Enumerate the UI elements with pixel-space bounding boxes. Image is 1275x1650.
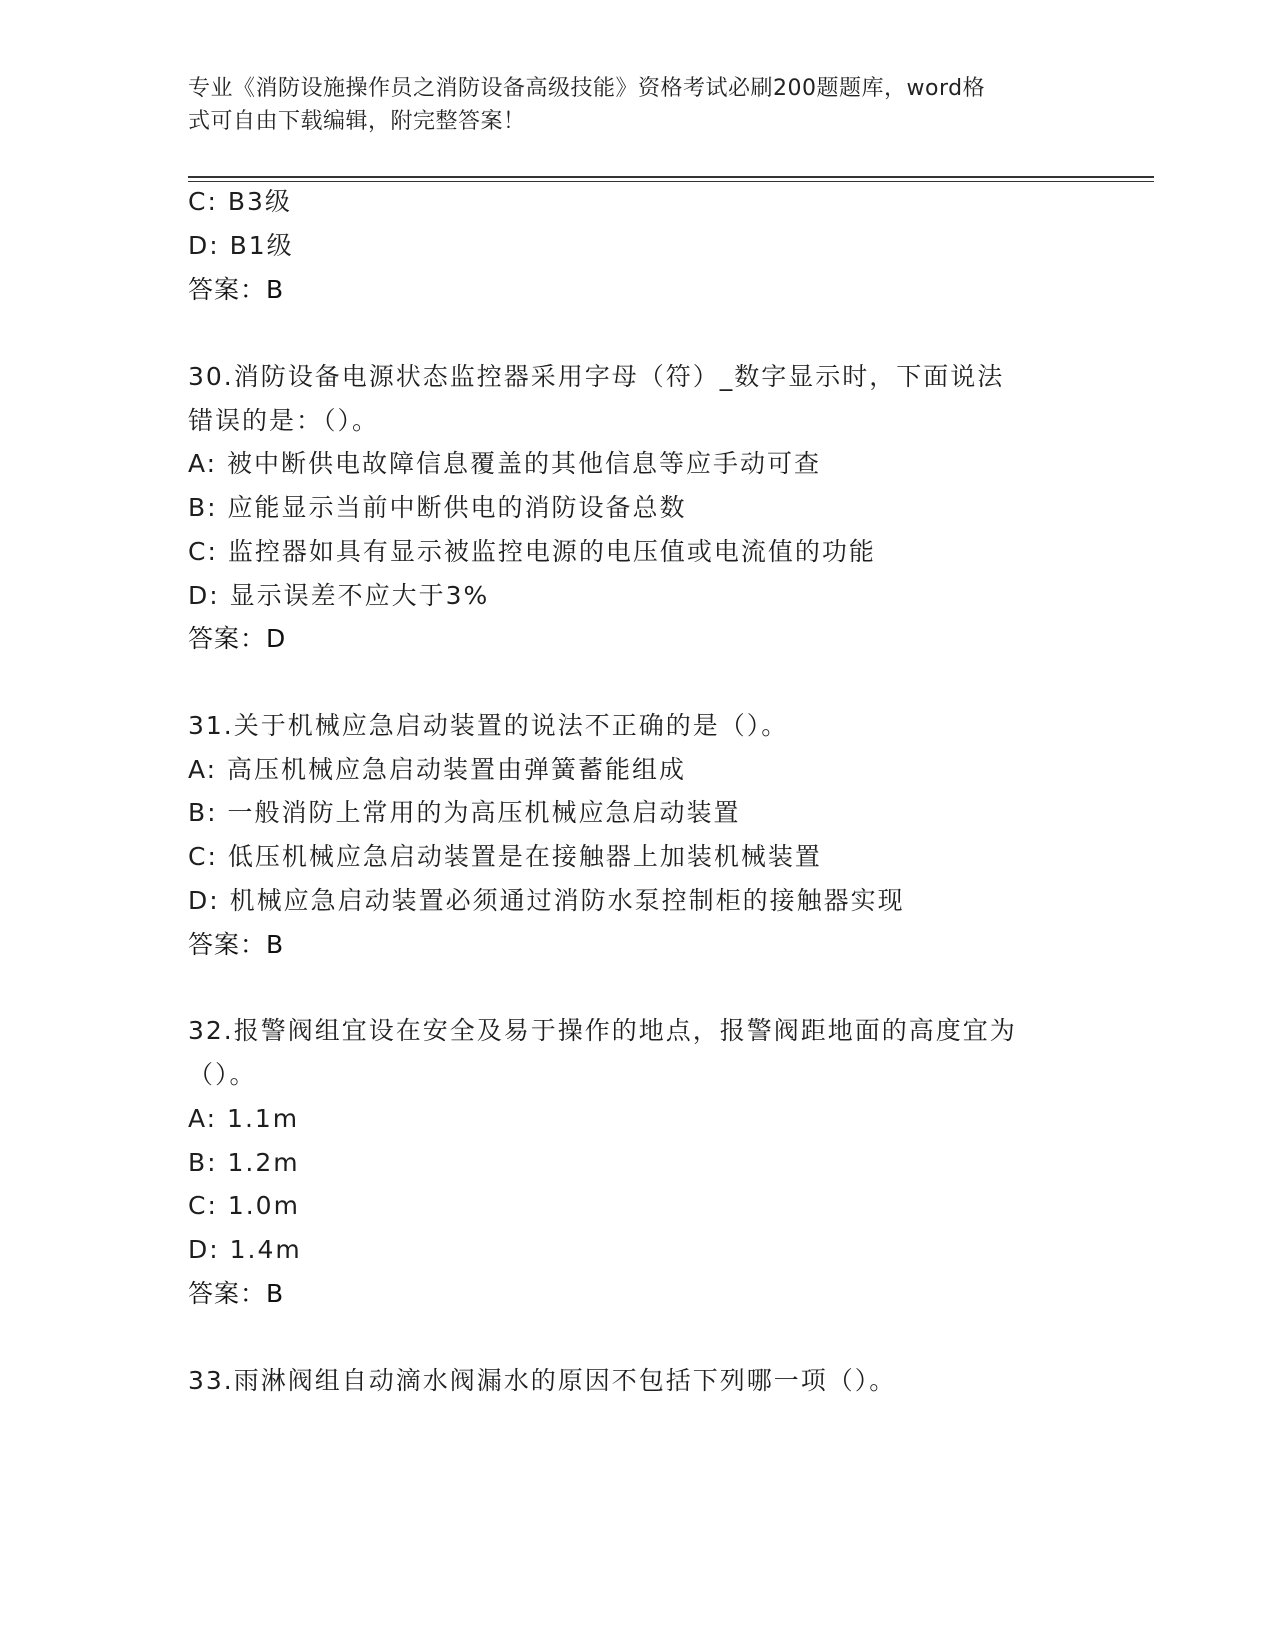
header-line-1: 专业《消防设施操作员之消防设备高级技能》资格考试必刷200题题库，word格 <box>188 76 986 101</box>
q31-option-b: B: 一般消防上常用的为高压机械应急启动装置 <box>188 798 741 827</box>
header-line-2: 式可自由下载编辑，附完整答案！ <box>188 109 526 134</box>
document-header <box>188 72 1088 138</box>
q32-option-c: C: 1.0m <box>188 1191 300 1220</box>
q31-stem-line-1: 31.关于机械应急启动装置的说法不正确的是（）。 <box>188 711 789 740</box>
q32-stem-line-1: 32.报警阀组宜设在安全及易于操作的地点，报警阀距地面的高度宜为 <box>188 1016 1017 1045</box>
header-divider-thick <box>188 176 1154 178</box>
q32-option-b: B: 1.2m <box>188 1148 300 1177</box>
q32-answer: 答案：B <box>188 1279 285 1308</box>
q31-option-d: D: 机械应急启动装置必须通过消防水泵控制柜的接触器实现 <box>188 886 905 915</box>
q31-option-a: A: 高压机械应急启动装置由弹簧蓄能组成 <box>188 755 687 784</box>
q31-option-c: C: 低压机械应急启动装置是在接触器上加装机械装置 <box>188 842 822 871</box>
q30-stem-line-2: 错误的是：（）。 <box>188 406 380 435</box>
q30-stem-line-1: 30.消防设备电源状态监控器采用字母（符）_数字显示时，下面说法 <box>188 362 1005 391</box>
q30-answer: 答案：D <box>188 624 287 653</box>
q30-option-c: C: 监控器如具有显示被监控电源的电压值或电流值的功能 <box>188 537 876 566</box>
header-divider-thin <box>188 181 1154 182</box>
q32-option-d: D: 1.4m <box>188 1235 302 1264</box>
q31-answer: 答案：B <box>188 930 285 959</box>
q29-option-d: D: B1级 <box>188 231 294 260</box>
q33-stem-line-1: 33.雨淋阀组自动滴水阀漏水的原因不包括下列哪一项（）。 <box>188 1366 897 1395</box>
q32-option-a: A: 1.1m <box>188 1104 300 1133</box>
q30-option-b: B: 应能显示当前中断供电的消防设备总数 <box>188 493 687 522</box>
q30-option-d: D: 显示误差不应大于3% <box>188 581 490 610</box>
q30-option-a: A: 被中断供电故障信息覆盖的其他信息等应手动可查 <box>188 449 822 478</box>
q29-answer: 答案：B <box>188 275 285 304</box>
q29-option-c: C: B3级 <box>188 187 292 216</box>
q32-stem-line-2: （）。 <box>188 1060 257 1089</box>
